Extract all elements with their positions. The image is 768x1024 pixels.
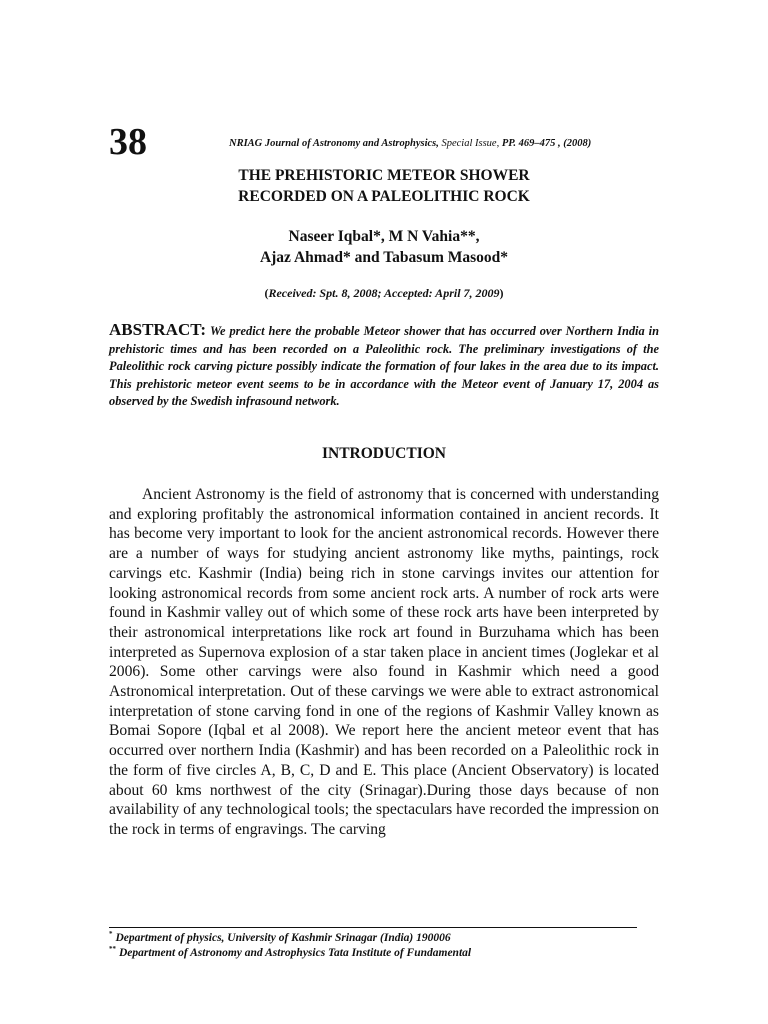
footnote-1 [109,931,669,946]
footnote-2-text: Department of Astronomy and Astrophysics Tata Institute of Fundamental [119,947,472,959]
page-number: 38 [109,121,147,163]
section-heading-introduction: INTRODUCTION [321,445,446,462]
title-line-2: RECORDED ON A PALEOLITHIC ROCK [238,188,530,205]
journal-issue: Special Issue, [438,138,502,149]
title-line-1: THE PREHISTORIC METEOR SHOWER [238,167,530,184]
received-close-paren: ) [499,286,504,300]
footnote-1-mark: * [109,930,113,939]
journal-pages: PP. 469–475 , (2008) [501,138,592,149]
footnote-2 [109,946,669,961]
authors-line-2: Ajaz Ahmad* and Tabasum Masood* [259,249,509,266]
journal-citation [229,138,669,149]
paper-title [170,165,598,207]
footnotes [109,931,669,961]
abstract-label: ABSTRACT: [109,320,206,339]
footnote-2-mark: ** [109,945,116,954]
received-dates [170,286,598,301]
introduction-paragraph: Ancient Astronomy is the field of astronomy that is concerned with understanding and exploring profitably the astronomical information contained in ancient records. It has become very important to look for the ancient astronomical records. However there are a number of ways for studying ancient astronomy like myths, paintings, rock carvings etc. Kashmir (India) being rich in stone carvings invites our attention for looking astronomical records from some ancient rock arts. A number of rock arts were found in Kashmir valley out of which some of these rock arts have been interpreted by their astronomical interpretations like rock art found in Burzuhama which has been interpreted as Supernova explosion of a star taken place in ancient times (Joglekar et al 2006). Some other carvings were also found in Kashmir which need a good Astronomical interpretation. Out of these carvings we were able to extract astronomical interpretation of stone carving fond in one of the regions of Kashmir Valley known as Bomai Sopore (Iqbal et al 2008). We report here the ancient meteor event that has occurred over northern India (Kashmir) and has been recorded on a Paleolithic rock in the form of five circles A, B, C, D and E. This place (Ancient Observatory) is located about 60 kms northwest of the city (Srinagar).During those days because of non availability of any technological tools; the spectaculars have recorded the impression on the rock in terms of engravings. The carving [109,486,659,838]
authors-line-1: Naseer Iqbal*, M N Vahia**, [288,228,480,245]
abstract-text: We predict here the probable Meteor shower that has occurred over Northern India in prehistoric times and has been recorded on a Paleolithic rock. The preliminary investigations of the Paleolithic rock carving picture possibly indicate the formation of four lakes in the area due to its impact. This prehistoric meteor event seems to be in accordance with the Meteor event of January 17, 2004 as observed by the Swedish infrasound network. [109,324,659,408]
author-list [170,226,598,268]
abstract [109,321,659,411]
footnote-divider [109,927,637,928]
received-text: Received: Spt. 8, 2008; Accepted: April 7, 2009 [268,286,500,300]
journal-name: NRIAG Journal of Astronomy and Astrophysics, [229,138,439,149]
received-open-paren: ( [264,286,269,300]
footnote-1-text: Department of physics, University of Kashmir Srinagar (India) 190006 [115,932,451,944]
